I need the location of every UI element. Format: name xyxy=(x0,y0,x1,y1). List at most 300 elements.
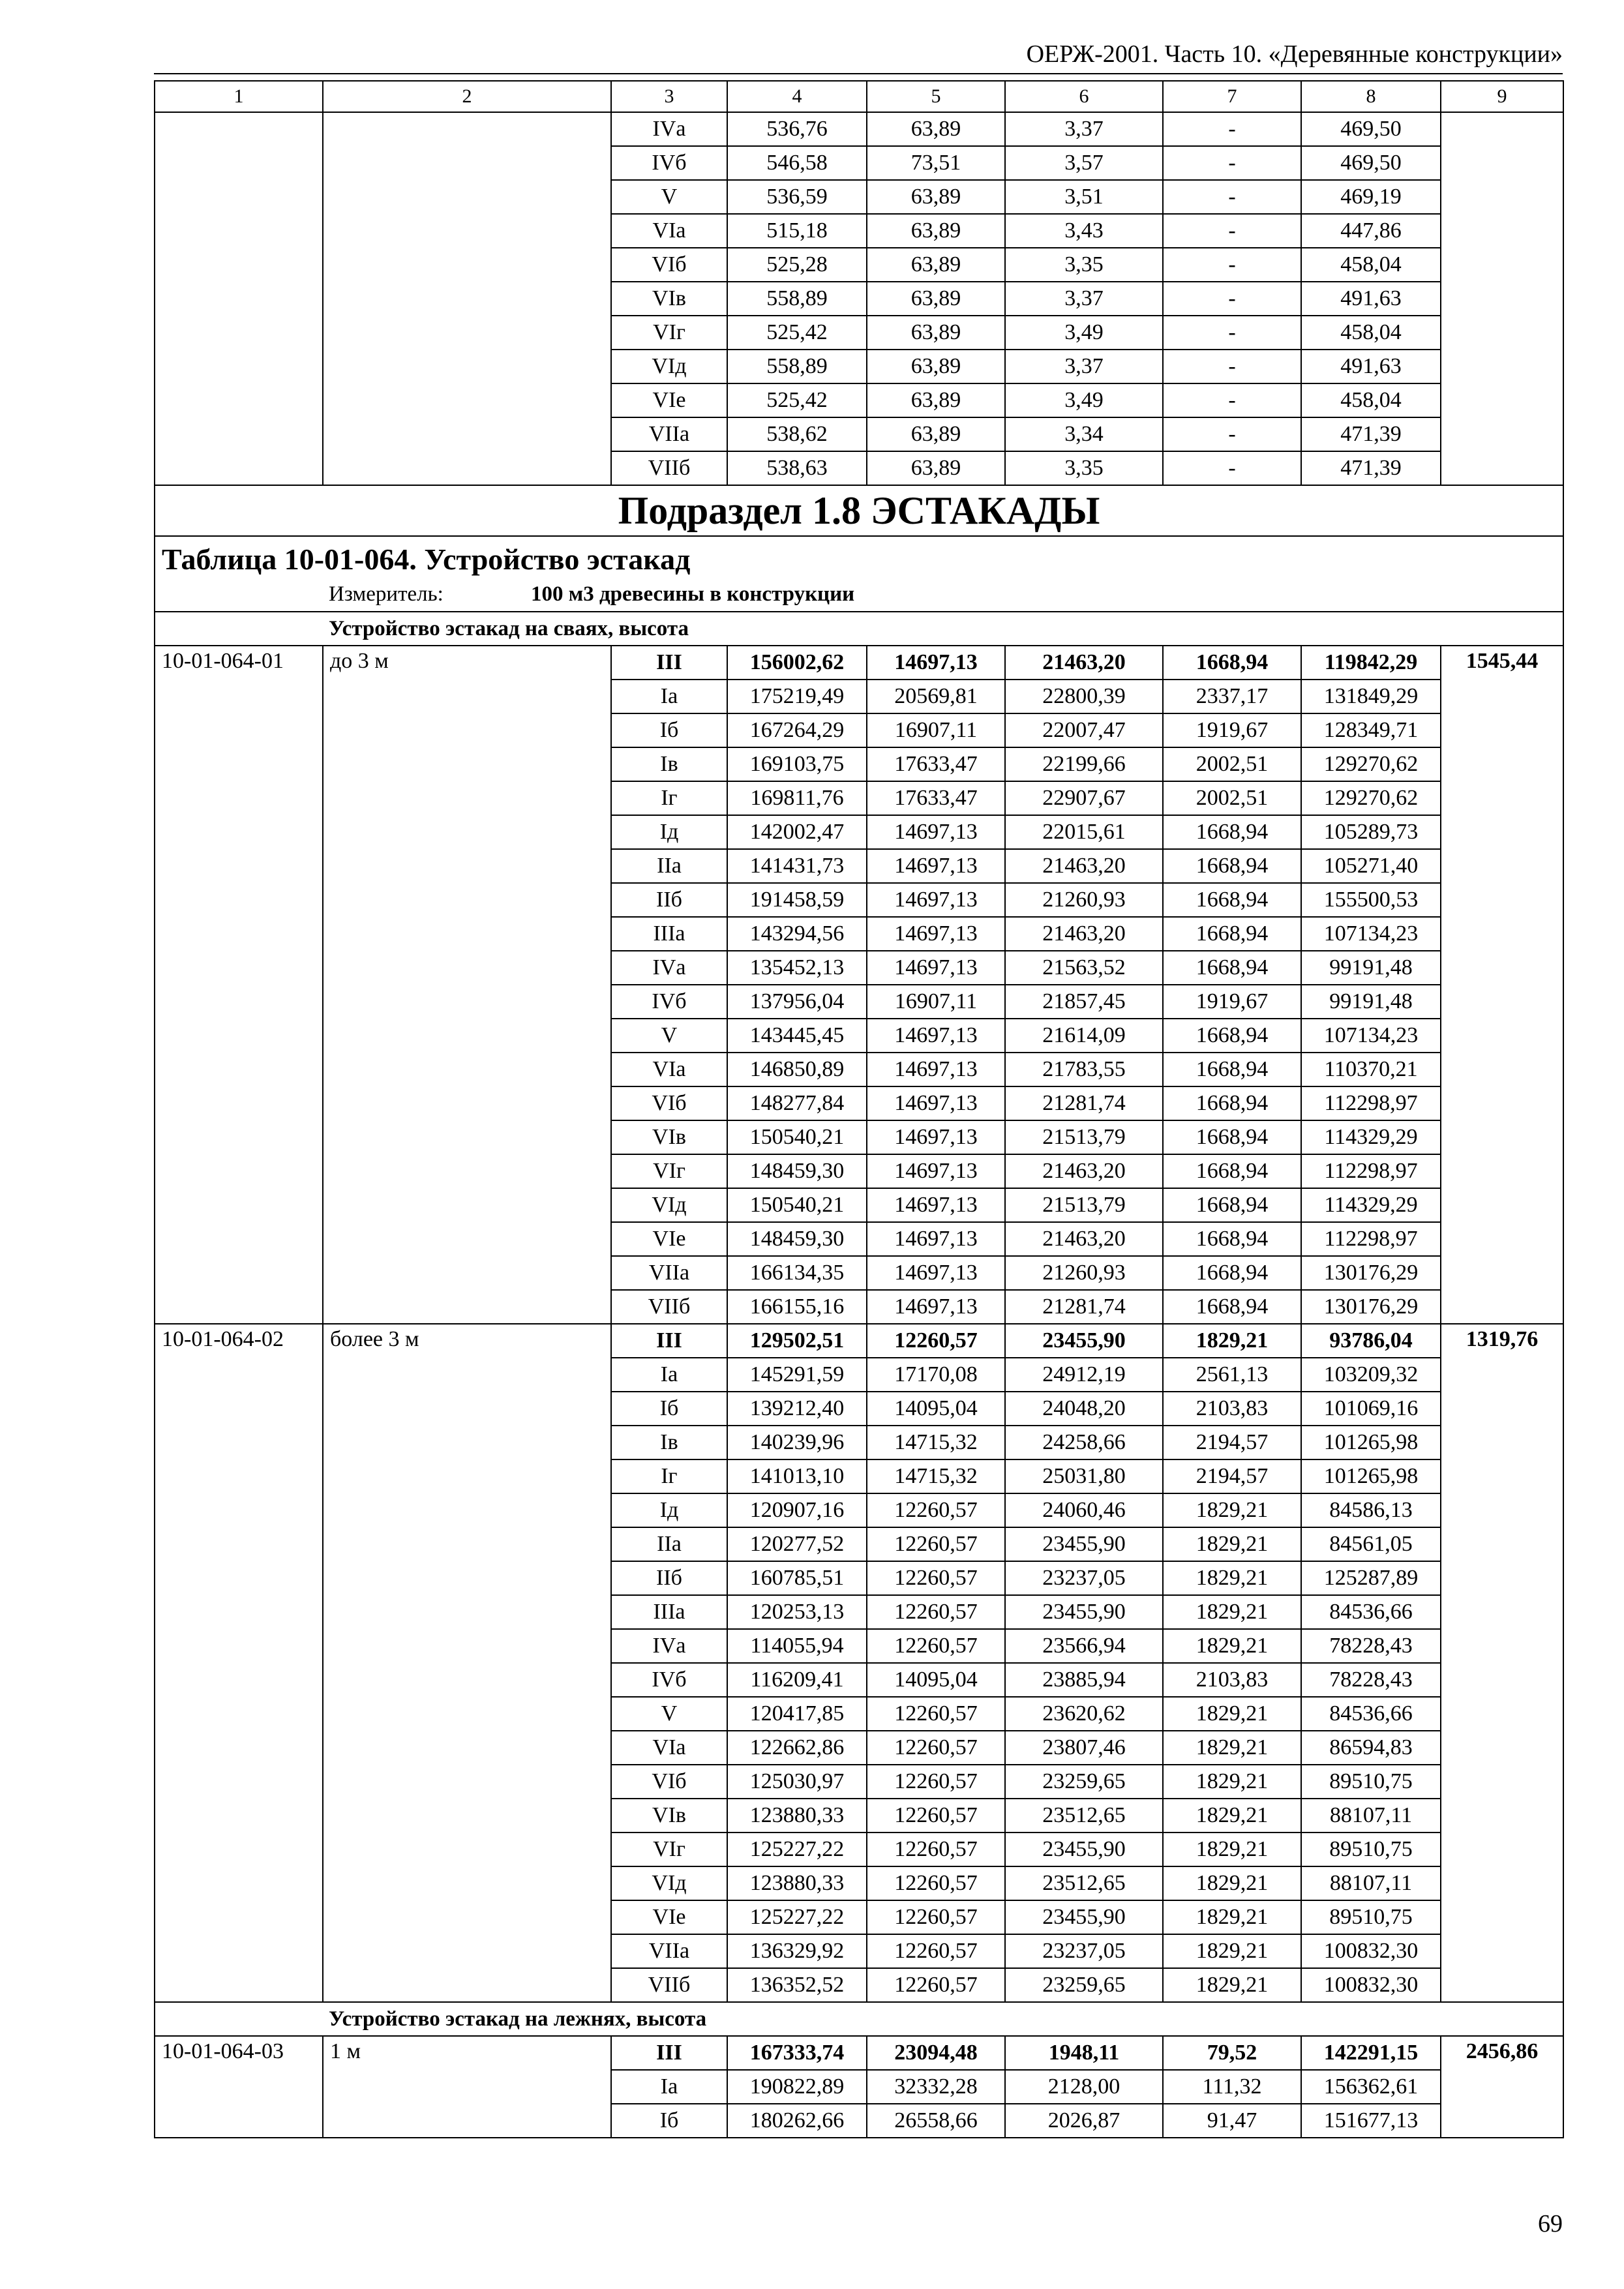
value-cell: VIд xyxy=(611,1866,727,1900)
value-cell: 24912,19 xyxy=(1005,1358,1163,1392)
value-cell: 1668,94 xyxy=(1163,1222,1301,1256)
value-cell: 1829,21 xyxy=(1163,1900,1301,1934)
value-cell: 110370,21 xyxy=(1301,1053,1441,1086)
value-cell: IVб xyxy=(611,1663,727,1697)
measure-label: Измеритель: xyxy=(329,582,444,606)
value-cell: 21857,45 xyxy=(1005,985,1163,1019)
value-cell: VIб xyxy=(611,1765,727,1799)
value-cell: 12260,57 xyxy=(867,1629,1005,1663)
value-cell: 114329,29 xyxy=(1301,1120,1441,1154)
value-cell: 3,34 xyxy=(1005,417,1163,451)
value-cell: 1919,67 xyxy=(1163,713,1301,747)
table-title-row xyxy=(155,536,1563,612)
code-cell: 10-01-064-02 xyxy=(155,1324,323,2002)
value-cell: 123880,33 xyxy=(727,1799,867,1833)
value-cell: 148277,84 xyxy=(727,1086,867,1120)
code-cell xyxy=(155,112,323,485)
value-cell: 23259,65 xyxy=(1005,1765,1163,1799)
value-cell: 1668,94 xyxy=(1163,815,1301,849)
value-cell: 2002,51 xyxy=(1163,781,1301,815)
value-cell: 1668,94 xyxy=(1163,1290,1301,1324)
rates-table-wrapper xyxy=(154,80,1563,2138)
value-cell: IIб xyxy=(611,883,727,917)
value-cell: 129502,51 xyxy=(727,1324,867,1358)
value-cell: 136352,52 xyxy=(727,1968,867,2002)
value-cell: 23566,94 xyxy=(1005,1629,1163,1663)
value-cell: 12260,57 xyxy=(867,1697,1005,1731)
value-cell: 1668,94 xyxy=(1163,646,1301,680)
value-cell: 447,86 xyxy=(1301,214,1441,248)
value-cell: Iб xyxy=(611,1392,727,1426)
value-cell: 101265,98 xyxy=(1301,1459,1441,1493)
value-cell: 536,76 xyxy=(727,112,867,146)
value-cell: 1829,21 xyxy=(1163,1799,1301,1833)
value-cell: 12260,57 xyxy=(867,1595,1005,1629)
table-row xyxy=(155,646,1563,680)
value-cell: 2026,87 xyxy=(1005,2104,1163,2138)
value-cell: 14697,13 xyxy=(867,951,1005,985)
section-title: Подраздел 1.8 ЭСТАКАДЫ xyxy=(155,485,1563,536)
value-cell: 23259,65 xyxy=(1005,1968,1163,2002)
value-cell: 1668,94 xyxy=(1163,951,1301,985)
value-cell: 24258,66 xyxy=(1005,1426,1163,1459)
value-cell: 22199,66 xyxy=(1005,747,1163,781)
value-cell: VIв xyxy=(611,1120,727,1154)
value-cell: 107134,23 xyxy=(1301,917,1441,951)
value-cell: 130176,29 xyxy=(1301,1256,1441,1290)
value-cell: IVа xyxy=(611,112,727,146)
value-cell: 2103,83 xyxy=(1163,1663,1301,1697)
value-cell: 21513,79 xyxy=(1005,1188,1163,1222)
value-cell: 2194,57 xyxy=(1163,1459,1301,1493)
value-cell: 1948,11 xyxy=(1005,2036,1163,2070)
value-cell: 79,52 xyxy=(1163,2036,1301,2070)
value-cell: 137956,04 xyxy=(727,985,867,1019)
value-cell: 1829,21 xyxy=(1163,1934,1301,1968)
value-cell: 21463,20 xyxy=(1005,1154,1163,1188)
value-cell: 23885,94 xyxy=(1005,1663,1163,1697)
value-cell: 150540,21 xyxy=(727,1188,867,1222)
value-cell: 89510,75 xyxy=(1301,1765,1441,1799)
value-cell: 155500,53 xyxy=(1301,883,1441,917)
value-cell: VIд xyxy=(611,1188,727,1222)
value-cell: Iд xyxy=(611,1493,727,1527)
group-title-row xyxy=(155,612,1563,646)
value-cell: 91,47 xyxy=(1163,2104,1301,2138)
value-cell: 167333,74 xyxy=(727,2036,867,2070)
code-cell: 10-01-064-01 xyxy=(155,646,323,1324)
value-cell: 1829,21 xyxy=(1163,1629,1301,1663)
value-cell: III xyxy=(611,646,727,680)
value-cell: 14697,13 xyxy=(867,1256,1005,1290)
value-cell: 167264,29 xyxy=(727,713,867,747)
value-cell: 23455,90 xyxy=(1005,1900,1163,1934)
value-cell: 3,43 xyxy=(1005,214,1163,248)
value-cell: 1829,21 xyxy=(1163,1493,1301,1527)
value-cell: 84561,05 xyxy=(1301,1527,1441,1561)
value-cell: 78228,43 xyxy=(1301,1663,1441,1697)
value-cell: 3,57 xyxy=(1005,146,1163,180)
value-cell: 12260,57 xyxy=(867,1833,1005,1866)
value-cell: 16907,11 xyxy=(867,985,1005,1019)
value-cell: 536,59 xyxy=(727,180,867,214)
value-cell: VIIб xyxy=(611,1968,727,2002)
value-cell: 63,89 xyxy=(867,214,1005,248)
value-cell: 1668,94 xyxy=(1163,1086,1301,1120)
value-cell: 22907,67 xyxy=(1005,781,1163,815)
page-header: ОЕРЖ-2001. Часть 10. «Деревянные конструкции» xyxy=(1026,40,1563,68)
value-cell: 458,04 xyxy=(1301,248,1441,282)
value-cell: 17170,08 xyxy=(867,1358,1005,1392)
value-cell: 3,37 xyxy=(1005,282,1163,316)
value-cell: 169103,75 xyxy=(727,747,867,781)
value-cell: 145291,59 xyxy=(727,1358,867,1392)
value-cell: IVб xyxy=(611,985,727,1019)
value-cell: IVа xyxy=(611,951,727,985)
value-cell: 99191,48 xyxy=(1301,985,1441,1019)
value-cell: 3,35 xyxy=(1005,451,1163,485)
value-cell: VIа xyxy=(611,214,727,248)
value-cell: 120253,13 xyxy=(727,1595,867,1629)
value-cell: 1668,94 xyxy=(1163,849,1301,883)
value-cell: 525,28 xyxy=(727,248,867,282)
value-cell: 12260,57 xyxy=(867,1731,1005,1765)
value-cell: 2337,17 xyxy=(1163,680,1301,713)
value-cell: III xyxy=(611,2036,727,2070)
value-cell: 12260,57 xyxy=(867,1527,1005,1561)
value-cell: 119842,29 xyxy=(1301,646,1441,680)
name-cell: более 3 м xyxy=(323,1324,611,2002)
table-row xyxy=(155,2036,1563,2070)
value-cell: 458,04 xyxy=(1301,316,1441,350)
group-title: Устройство эстакад на лежнях, высота xyxy=(155,2002,1563,2036)
value-cell: IIа xyxy=(611,849,727,883)
value-cell: 107134,23 xyxy=(1301,1019,1441,1053)
value-cell: 1829,21 xyxy=(1163,1833,1301,1866)
value-cell: 1829,21 xyxy=(1163,1324,1301,1358)
value-cell: Iв xyxy=(611,747,727,781)
value-cell: 14697,13 xyxy=(867,1154,1005,1188)
value-cell: 84536,66 xyxy=(1301,1595,1441,1629)
value-cell: 130176,29 xyxy=(1301,1290,1441,1324)
value-cell: 78228,43 xyxy=(1301,1629,1441,1663)
value-cell: 3,49 xyxy=(1005,316,1163,350)
value-cell: 2103,83 xyxy=(1163,1392,1301,1426)
value-cell: Iа xyxy=(611,680,727,713)
value-cell: 166155,16 xyxy=(727,1290,867,1324)
value-cell: 12260,57 xyxy=(867,1866,1005,1900)
value-cell: V xyxy=(611,1019,727,1053)
value-cell: 1829,21 xyxy=(1163,1968,1301,2002)
value-cell: 143445,45 xyxy=(727,1019,867,1053)
value-cell: 14697,13 xyxy=(867,849,1005,883)
value-cell: 1668,94 xyxy=(1163,1019,1301,1053)
column-number: 9 xyxy=(1441,81,1563,112)
value-cell: 112298,97 xyxy=(1301,1154,1441,1188)
column-number: 6 xyxy=(1005,81,1163,112)
value-cell: 1829,21 xyxy=(1163,1527,1301,1561)
value-cell: 114329,29 xyxy=(1301,1188,1441,1222)
value-cell: 14697,13 xyxy=(867,1290,1005,1324)
column-number: 2 xyxy=(323,81,611,112)
value-cell: 21614,09 xyxy=(1005,1019,1163,1053)
table-row xyxy=(155,1324,1563,1358)
value-cell: 23512,65 xyxy=(1005,1799,1163,1833)
value-cell: 123880,33 xyxy=(727,1866,867,1900)
value-cell: 63,89 xyxy=(867,180,1005,214)
value-cell: 114055,94 xyxy=(727,1629,867,1663)
value-cell: IIа xyxy=(611,1527,727,1561)
value-cell: 538,63 xyxy=(727,451,867,485)
value-cell: VIг xyxy=(611,316,727,350)
value-cell: IIIа xyxy=(611,1595,727,1629)
value-cell: 111,32 xyxy=(1163,2070,1301,2104)
value-cell: 89510,75 xyxy=(1301,1833,1441,1866)
column-number: 5 xyxy=(867,81,1005,112)
value-cell: - xyxy=(1163,214,1301,248)
page-number: 69 xyxy=(1538,2210,1563,2237)
value-cell: 21281,74 xyxy=(1005,1290,1163,1324)
value-cell: 116209,41 xyxy=(727,1663,867,1697)
value-cell: 12260,57 xyxy=(867,1324,1005,1358)
value-cell: 105289,73 xyxy=(1301,815,1441,849)
value-cell: 120907,16 xyxy=(727,1493,867,1527)
code-cell: 10-01-064-03 xyxy=(155,2036,323,2138)
value-cell: 63,89 xyxy=(867,383,1005,417)
value-cell: 63,89 xyxy=(867,350,1005,383)
value-cell: 3,51 xyxy=(1005,180,1163,214)
value-cell: - xyxy=(1163,146,1301,180)
value-cell: 21463,20 xyxy=(1005,1222,1163,1256)
value-cell: VIIа xyxy=(611,1934,727,1968)
value-cell: 12260,57 xyxy=(867,1493,1005,1527)
value-cell: 1919,67 xyxy=(1163,985,1301,1019)
value-cell: 12260,57 xyxy=(867,1561,1005,1595)
value-cell: 12260,57 xyxy=(867,1765,1005,1799)
value-cell: 14697,13 xyxy=(867,883,1005,917)
value-cell: 1668,94 xyxy=(1163,1256,1301,1290)
value-cell: 1668,94 xyxy=(1163,1120,1301,1154)
value-cell: 1668,94 xyxy=(1163,1188,1301,1222)
value-cell: 128349,71 xyxy=(1301,713,1441,747)
value-cell: 12260,57 xyxy=(867,1900,1005,1934)
rates-table xyxy=(154,80,1564,2138)
value-cell: 100832,30 xyxy=(1301,1934,1441,1968)
value-cell: 88107,11 xyxy=(1301,1866,1441,1900)
value-cell: 3,37 xyxy=(1005,350,1163,383)
value-cell: 125287,89 xyxy=(1301,1561,1441,1595)
value-cell: 150540,21 xyxy=(727,1120,867,1154)
value-cell: 14095,04 xyxy=(867,1663,1005,1697)
name-cell: до 3 м xyxy=(323,646,611,1324)
value-cell: 131849,29 xyxy=(1301,680,1441,713)
value-cell: 89510,75 xyxy=(1301,1900,1441,1934)
value-cell: 25031,80 xyxy=(1005,1459,1163,1493)
value-cell: 125227,22 xyxy=(727,1900,867,1934)
value-cell: 1668,94 xyxy=(1163,1154,1301,1188)
value-cell: 491,63 xyxy=(1301,282,1441,316)
value-cell: IVа xyxy=(611,1629,727,1663)
value-cell: 23807,46 xyxy=(1005,1731,1163,1765)
value-cell: VIб xyxy=(611,248,727,282)
col9-cell: 2456,86 xyxy=(1441,2036,1563,2138)
col9-cell: 1545,44 xyxy=(1441,646,1563,1324)
value-cell: 24048,20 xyxy=(1005,1392,1163,1426)
value-cell: 1829,21 xyxy=(1163,1697,1301,1731)
value-cell: VIв xyxy=(611,282,727,316)
value-cell: Iв xyxy=(611,1426,727,1459)
value-cell: 142002,47 xyxy=(727,815,867,849)
value-cell: 129270,62 xyxy=(1301,781,1441,815)
value-cell: VIе xyxy=(611,383,727,417)
value-cell: 84536,66 xyxy=(1301,1697,1441,1731)
value-cell: 22015,61 xyxy=(1005,815,1163,849)
value-cell: 156362,61 xyxy=(1301,2070,1441,2104)
value-cell: 148459,30 xyxy=(727,1222,867,1256)
value-cell: - xyxy=(1163,451,1301,485)
value-cell: 120277,52 xyxy=(727,1527,867,1561)
value-cell: Iа xyxy=(611,1358,727,1392)
value-cell: VIг xyxy=(611,1833,727,1866)
value-cell: 12260,57 xyxy=(867,1799,1005,1833)
value-cell: - xyxy=(1163,112,1301,146)
value-cell: IVб xyxy=(611,146,727,180)
value-cell: Iг xyxy=(611,781,727,815)
value-cell: 151677,13 xyxy=(1301,2104,1441,2138)
value-cell: 139212,40 xyxy=(727,1392,867,1426)
value-cell: 112298,97 xyxy=(1301,1222,1441,1256)
value-cell: 86594,83 xyxy=(1301,1731,1441,1765)
value-cell: 160785,51 xyxy=(727,1561,867,1595)
value-cell: 156002,62 xyxy=(727,646,867,680)
value-cell: 169811,76 xyxy=(727,781,867,815)
value-cell: 63,89 xyxy=(867,282,1005,316)
value-cell: - xyxy=(1163,350,1301,383)
value-cell: 136329,92 xyxy=(727,1934,867,1968)
col9-cell: 1319,76 xyxy=(1441,1324,1563,2002)
value-cell: 112298,97 xyxy=(1301,1086,1441,1120)
value-cell: Iд xyxy=(611,815,727,849)
header-rule xyxy=(154,73,1563,74)
value-cell: 2002,51 xyxy=(1163,747,1301,781)
value-cell: 469,50 xyxy=(1301,146,1441,180)
value-cell: 16907,11 xyxy=(867,713,1005,747)
column-number: 8 xyxy=(1301,81,1441,112)
value-cell: 101069,16 xyxy=(1301,1392,1441,1426)
value-cell: 1668,94 xyxy=(1163,883,1301,917)
group-title: Устройство эстакад на сваях, высота xyxy=(155,612,1563,646)
value-cell: 120417,85 xyxy=(727,1697,867,1731)
value-cell: V xyxy=(611,180,727,214)
name-cell xyxy=(323,112,611,485)
table-row xyxy=(155,112,1563,146)
value-cell: 23237,05 xyxy=(1005,1561,1163,1595)
value-cell: Iб xyxy=(611,2104,727,2138)
value-cell: 63,89 xyxy=(867,248,1005,282)
value-cell: 1829,21 xyxy=(1163,1561,1301,1595)
column-number: 1 xyxy=(155,81,323,112)
value-cell: 125227,22 xyxy=(727,1833,867,1866)
value-cell: 93786,04 xyxy=(1301,1324,1441,1358)
value-cell: VIе xyxy=(611,1222,727,1256)
value-cell: 84586,13 xyxy=(1301,1493,1441,1527)
value-cell: 101265,98 xyxy=(1301,1426,1441,1459)
value-cell: 20569,81 xyxy=(867,680,1005,713)
value-cell: 32332,28 xyxy=(867,2070,1005,2104)
value-cell: 22007,47 xyxy=(1005,713,1163,747)
value-cell: 63,89 xyxy=(867,316,1005,350)
column-number: 4 xyxy=(727,81,867,112)
value-cell: 2561,13 xyxy=(1163,1358,1301,1392)
name-cell: 1 м xyxy=(323,2036,611,2138)
value-cell: 17633,47 xyxy=(867,747,1005,781)
value-cell: 103209,32 xyxy=(1301,1358,1441,1392)
group-title-row xyxy=(155,2002,1563,2036)
value-cell: 14715,32 xyxy=(867,1426,1005,1459)
value-cell: 63,89 xyxy=(867,451,1005,485)
value-cell: 14715,32 xyxy=(867,1459,1005,1493)
value-cell: 14697,13 xyxy=(867,1222,1005,1256)
value-cell: VIIа xyxy=(611,417,727,451)
value-cell: 105271,40 xyxy=(1301,849,1441,883)
value-cell: 538,62 xyxy=(727,417,867,451)
value-cell: Iг xyxy=(611,1459,727,1493)
table-title: Таблица 10-01-064. Устройство эстакад xyxy=(162,543,691,576)
value-cell: 14697,13 xyxy=(867,1120,1005,1154)
value-cell: 2128,00 xyxy=(1005,2070,1163,2104)
value-cell: 469,50 xyxy=(1301,112,1441,146)
value-cell: VIд xyxy=(611,350,727,383)
value-cell: 12260,57 xyxy=(867,1934,1005,1968)
value-cell: 21513,79 xyxy=(1005,1120,1163,1154)
value-cell: 2194,57 xyxy=(1163,1426,1301,1459)
value-cell: 180262,66 xyxy=(727,2104,867,2138)
value-cell: 23237,05 xyxy=(1005,1934,1163,1968)
value-cell: VIIа xyxy=(611,1256,727,1290)
value-cell: 491,63 xyxy=(1301,350,1441,383)
value-cell: 26558,66 xyxy=(867,2104,1005,2138)
column-number: 7 xyxy=(1163,81,1301,112)
value-cell: 21260,93 xyxy=(1005,1256,1163,1290)
value-cell: 190822,89 xyxy=(727,2070,867,2104)
value-cell: 99191,48 xyxy=(1301,951,1441,985)
value-cell: 125030,97 xyxy=(727,1765,867,1799)
value-cell: 1668,94 xyxy=(1163,1053,1301,1086)
column-number-row xyxy=(155,81,1563,112)
value-cell: 21260,93 xyxy=(1005,883,1163,917)
value-cell: 63,89 xyxy=(867,417,1005,451)
value-cell: - xyxy=(1163,180,1301,214)
value-cell: 471,39 xyxy=(1301,451,1441,485)
value-cell: 1829,21 xyxy=(1163,1595,1301,1629)
value-cell: 23455,90 xyxy=(1005,1833,1163,1866)
value-cell: 3,49 xyxy=(1005,383,1163,417)
section-title-row xyxy=(155,485,1563,536)
value-cell: 14697,13 xyxy=(867,1019,1005,1053)
col9-cell xyxy=(1441,112,1563,485)
value-cell: 23455,90 xyxy=(1005,1324,1163,1358)
value-cell: 88107,11 xyxy=(1301,1799,1441,1833)
value-cell: 14697,13 xyxy=(867,1188,1005,1222)
value-cell: VIг xyxy=(611,1154,727,1188)
value-cell: 141431,73 xyxy=(727,849,867,883)
value-cell: 515,18 xyxy=(727,214,867,248)
value-cell: 100832,30 xyxy=(1301,1968,1441,2002)
value-cell: 1829,21 xyxy=(1163,1731,1301,1765)
value-cell: 1829,21 xyxy=(1163,1866,1301,1900)
value-cell: 546,58 xyxy=(727,146,867,180)
value-cell: 191458,59 xyxy=(727,883,867,917)
